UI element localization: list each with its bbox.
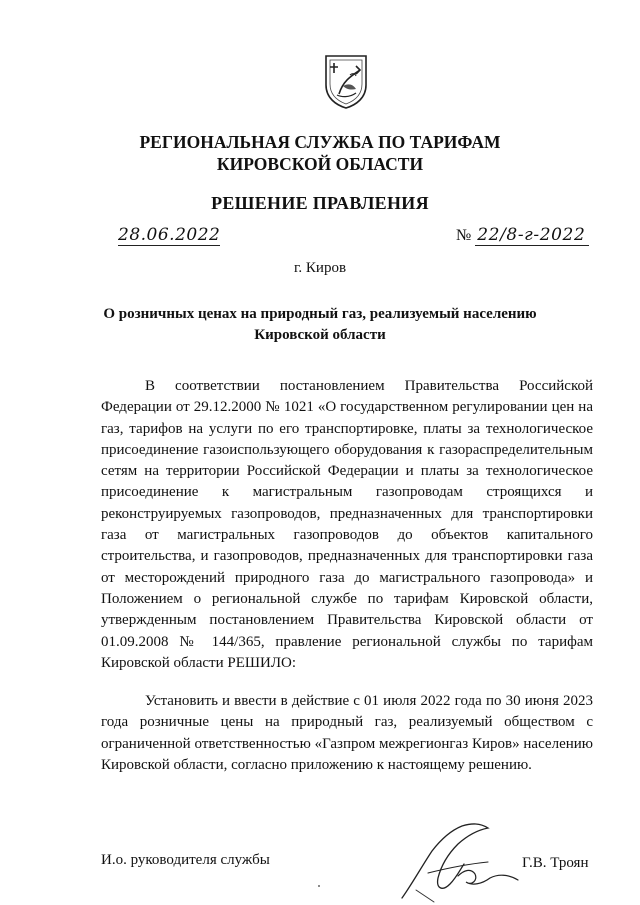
scan-speck: [318, 885, 320, 887]
body-paragraph-1-block: [101, 376, 593, 674]
signatory-role: И.о. руководителя службы: [101, 852, 270, 868]
coat-of-arms-icon: [323, 53, 369, 109]
signatory-name: Г.В. Троян: [522, 855, 589, 871]
decision-subject-line2: Кировской области: [254, 327, 386, 343]
decision-title: РЕШЕНИЕ ПРАВЛЕНИЯ: [211, 193, 429, 213]
decision-number-value: 22/8-г-2022: [475, 225, 589, 246]
decision-date: 28.06.2022: [118, 225, 221, 245]
body-paragraph-2: Установить и ввести в действие с 01 июля 2022 года по 30 июня 2023 года розничные цены на природный газ, реализуемый обществом с ограниченной ответственностью «Газпром межрегионгаз Киров» населению Кировской области, согласно приложению к настоящему решению.: [101, 693, 593, 773]
decision-number: [456, 225, 589, 246]
handwritten-signature: [398, 818, 528, 905]
city: г. Киров: [293, 260, 347, 276]
decision-subject: [0, 304, 640, 346]
organization-name-line1: РЕГИОНАЛЬНАЯ СЛУЖБА ПО ТАРИФАМ: [139, 132, 501, 152]
organization-name: [0, 131, 640, 175]
body-paragraph-1: В соответствии постановлением Правительства Российской Федерации от 29.12.2000 № 1021 «О государственном регулировании цен на газ, тарифов на услуги по его транспортировке, платы за технологическое присоединение газоиспользующего оборудования к газораспределительным сетям на территории Российской Федерации и платы за технологическое присоединение к магистральным газопроводам строящихся и реконструируемых газопроводов, предназначенных для транспортировки газа от магистральных газопроводов до объектов капитального строительства, и газопроводов, предназначенных для транспортировки газа от месторождений природного газа до магистрального газопровода» и Положением о региональной службе по тарифам Кировской области, утвержденным постановлением Правительства Кировской области от 01.09.2008 № 144/365, правление региональной службы по тарифам Кировской области РЕШИЛО:: [101, 378, 593, 671]
organization-name-line2: КИРОВСКОЙ ОБЛАСТИ: [216, 154, 424, 174]
decision-subject-line1: О розничных ценах на природный газ, реализуемый населению: [103, 306, 537, 322]
body-paragraph-2-block: [101, 691, 593, 776]
number-sign: №: [456, 227, 472, 244]
